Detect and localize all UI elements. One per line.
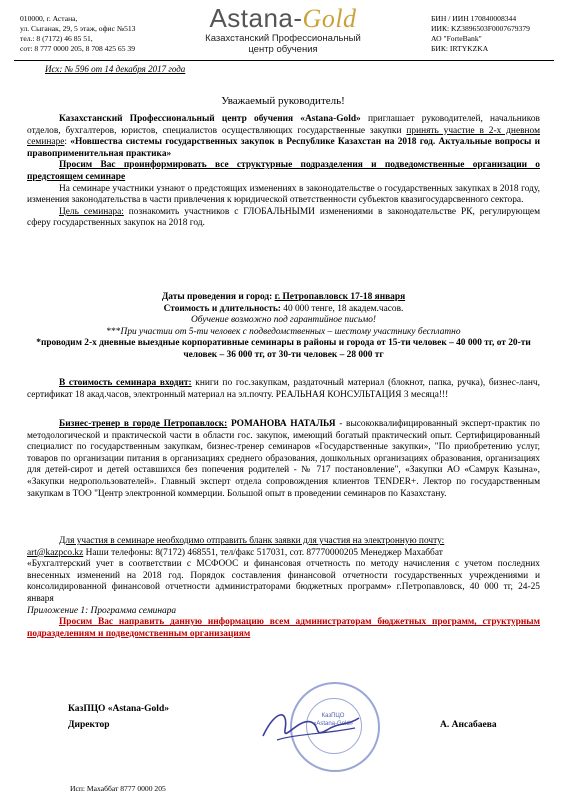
signature-name: А. Ансабаева [440, 720, 497, 730]
guarantee-line: Обучение возможно под гарантийное письмо! [190, 315, 377, 326]
bank-line: ИИК: KZ3896503F0007679379 [431, 24, 530, 33]
header-bank-details [431, 14, 530, 54]
goal-paragraph: Цель семинара: познакомить участников с ГЛОБАЛЬНЫМИ изменениями в законодательстве РК, регулирующем сферу государственных закупок на 2018 год. [27, 206, 541, 229]
includes-section [27, 378, 540, 401]
request-paragraph: Просим Вас проинформировать все структурные подразделения и подведомственные организации о предстоящем семинаре [27, 160, 540, 182]
seminar-details [27, 292, 540, 362]
logo-title: Astana-Gold [209, 3, 357, 33]
other-seminar-paragraph: «Бухгалтерский учет в соответствии с МСФООС и финансовая отчетность по методу начисления с учетом последних внесенных изменений на 2018 год. Порядок составления финансовой отчетности государственных учреждениями и консолидированной финансовой отчетности администраторами бюджетных программ» г.Петропавловск, 40 000 тг, 24-25 января [27, 559, 540, 604]
contacts-line: art@kazpco.kz Наши телефоны: 8(7172) 468551, тел/факс 517031, сот. 87770000205 Менеджер Махаббат [27, 547, 443, 558]
intro-paragraph: Казахстанский Профессиональный центр обучения «Astana-Gold» приглашает руководителей, начальников отделов, бухгалтеров, юристов, специалистов осуществляющих государственные закупки принять участие в 2-х дневном семинаре: «Новшества системы государственных закупок в Республике Казахстан на 2018 год. Актуальные вопросы и правоприменительная практика» [27, 114, 540, 159]
email-link[interactable]: art@kazpco.kz [27, 547, 84, 558]
address-line: сот: 8 777 0000 205, 8 708 425 65 39 [20, 44, 136, 53]
address-line: тел.: 8 (7172) 46 85 51, [20, 34, 93, 43]
letter-body [27, 114, 540, 230]
company-logo [183, 4, 383, 55]
apply-section [27, 536, 540, 640]
trainer-paragraph: Бизнес-тренер в городе Петропавлоск: РОМАНОВА НАТАЛЬЯ - высококвалифицированный эксперт-практик по методологической и практической части в области гос. закупок, имеющий богатый практический опыт. Сертифицированный специалист по государственным закупкам, бизнес-тренер семинаров «Государственные закупки», "По приобретению услуг, товаров по организации питания в организациях среднего образования, дошкольных организациях образования, организациях для детей-сирот и детей оставшихся без попечения родителей - № 717 постановление", «Закупки АО «Самрук Казына», «Закупки недропользователей». Главный эксперт отдела сопровождения клиентов TENDER+. Лектор по государственным закупкам в ТОО "Центр электронной коммерции. Большой опыт в проведении семинаров по Казахстану. [27, 419, 540, 499]
appendix-line: Приложение 1: Программа семинара [27, 605, 177, 616]
greeting: Уважаемый руководитель! [221, 95, 345, 107]
discount-line: ***При участии от 5-ти человек с подведомственных – шестому участнику бесплатно [106, 326, 461, 337]
cost-line: Стоимость и длительность: 40 000 тенге, 18 академ.часов. [163, 303, 404, 314]
dates-line: Даты проведения и город: г. Петропавловск 17-18 января [161, 292, 406, 302]
apply-line: Для участия в семинаре необходимо отправить бланк заявки для участия на электронную почту: [59, 536, 445, 546]
signature-position: Директор [68, 720, 110, 730]
logo-subtitle: центр обучения [248, 44, 318, 55]
includes-paragraph: В стоимость семинара входит: книги по гос.закупкам, раздаточный материал (блокнот, папка, ручка), бизнес-ланч, сертификат 18 акад.часов, электронный материал на эл.почту. РЕАЛЬНАЯ КОНСУЛЬТАЦИЯ 3 месяца!!! [27, 378, 540, 400]
corporate-line: *проводим 2-х дневные выездные корпоративные семинары в районы и города от 15-ти человек – 40 000 тг, от 20-ти человек – 36 000 тг, от 30-ти человек – 28 000 тг [36, 338, 531, 360]
header-divider [14, 60, 554, 61]
address-line: 010000, г. Астана, [20, 14, 78, 23]
address-line: ул. Сыганак, 29, 5 этаж, офис №513 [20, 24, 136, 33]
trainer-section [27, 419, 540, 500]
executor-line: Исп: Махаббат 8777 0000 205 [70, 784, 166, 793]
bank-line: БИК: IRTYKZKA [431, 44, 489, 53]
header-address [20, 14, 135, 54]
stamp-text: КазПЦО «Astana-Gold» [312, 713, 354, 727]
signature-org: КазПЦО «Astana-Gold» [68, 704, 169, 714]
bank-line: БИН / ИИН 170840008344 [431, 14, 517, 23]
logo-subtitle: Казахстанский Профессиональный [205, 33, 361, 44]
bank-line: АО "ForteBank" [431, 34, 482, 43]
learn-paragraph: На семинаре участники узнают о предстоящих изменениях в законодательстве о государственных закупках в 2018 году, изменения законодательства в части привлечения к юридической ответственности субъектов квазигосударсвенного сектора. [27, 183, 540, 206]
handwritten-signature [255, 700, 365, 750]
outgoing-reference: Исх: № 596 от 14 декабря 2017 года [45, 64, 186, 74]
final-request: Просим Вас направить данную информацию всем администраторам бюджетных программ, структурным подразделениям и подведомственным организациям [27, 617, 540, 639]
